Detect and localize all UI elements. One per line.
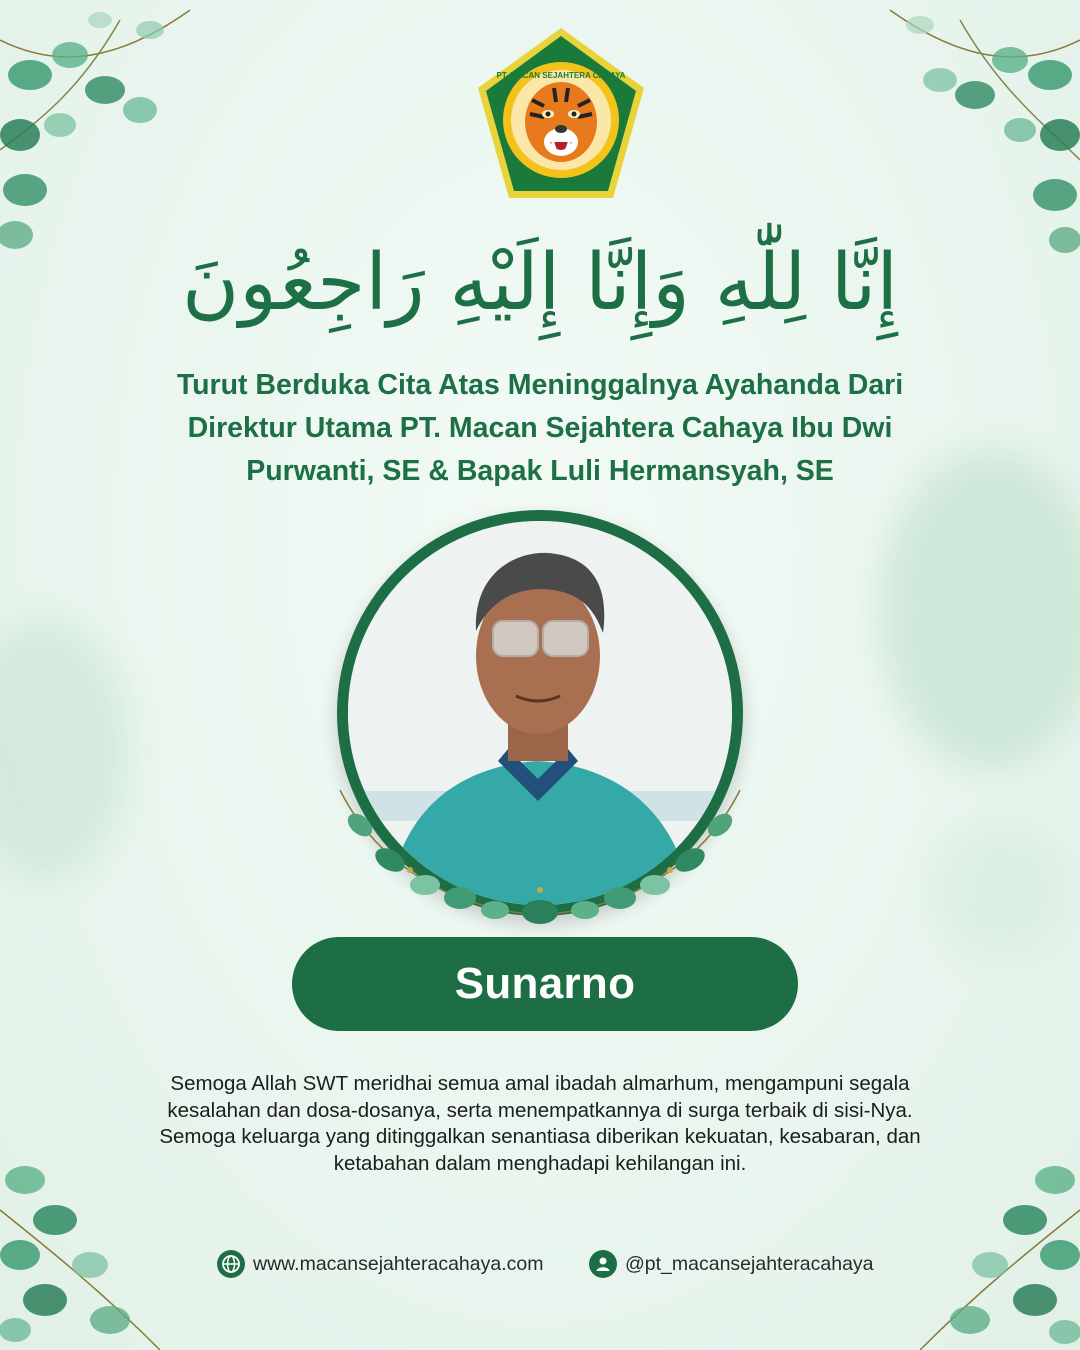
arabic-calligraphy: إِنَّا لِلّٰهِ وَإِنَّا إِلَيْهِ رَاجِعُونَ [181,238,899,328]
user-icon [589,1250,617,1278]
condolence-headline: Turut Berduka Cita Atas Meninggalnya Ayahanda Dari Direktur Utama PT. Macan Sejahtera Cahaya Ibu Dwi Purwanti, SE & Bapak Luli Hermansyah, SE [176,369,904,487]
logo-company-text: PT. MACAN SEJAHTERA CAHAYA [496,71,626,80]
watercolor-wash-right [880,450,1080,770]
deceased-name: Sunarno [454,959,636,1008]
leaf-wreath-icon [320,770,760,930]
instagram-contact[interactable] [589,1248,874,1280]
website-url[interactable]: www.macansejahteracahaya.com [253,1252,544,1275]
website-contact[interactable] [217,1248,543,1280]
watercolor-wash-right-low [930,820,1070,960]
eucalyptus-leaves-bottom-left-icon [0,1150,200,1350]
eucalyptus-leaves-bottom-right-icon [880,1150,1080,1350]
company-logo [470,22,652,204]
deceased-name-banner [292,937,798,1031]
tiger-head-icon [525,82,597,162]
watercolor-wash-left [0,620,130,880]
prayer-text: Semoga Allah SWT meridhai semua amal ibadah almarhum, mengampuni segala kesalahan dan dosa-dosanya, serta menempatkannya di surga terbaik di sisi-Nya. Semoga keluarga yang ditinggalkan senantiasa diberikan kekuatan, kesabaran, dan ketabahan dalam menghadapi kehilangan ini. [159,1072,921,1175]
instagram-handle[interactable]: @pt_macansejahteracahaya [625,1252,874,1275]
globe-icon [217,1250,245,1278]
